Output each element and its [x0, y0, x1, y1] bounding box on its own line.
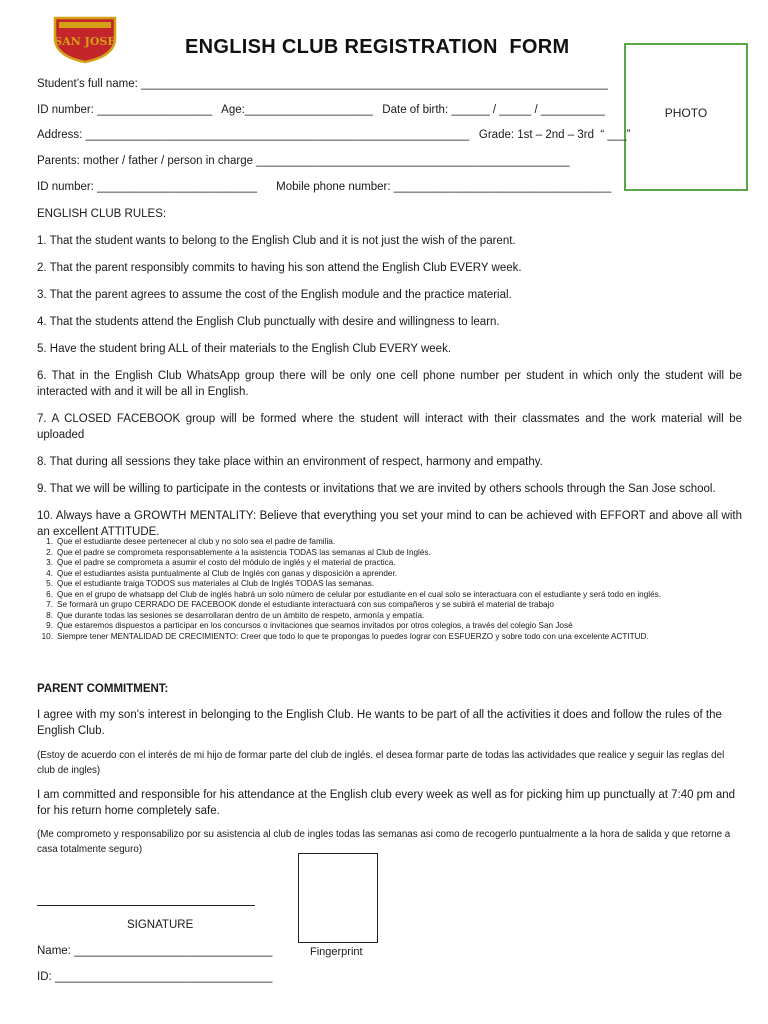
rule-item: 4. That the students attend the English Club punctually with desire and willingness to learn. — [37, 316, 500, 328]
rule-item: 3. That the parent agrees to assume the cost of the English module and the practice material. — [37, 289, 512, 301]
name-field[interactable]: Name: _______________________________ — [37, 945, 273, 957]
commitment-paragraph: I am committed and responsible for his attendance at the English club every week as well as for picking him up punctually at 7:40 pm and for his return home completely safe. — [37, 789, 736, 817]
rules-section — [37, 208, 742, 551]
rule-item: 1. That the student wants to belong to the English Club and it is not just the wish of the parent. — [37, 235, 516, 247]
list-item: 2. Que el padre se comprometa responsablemente a la asistencia TODAS las semanas al Club de Inglés. — [46, 547, 431, 557]
parents-field[interactable]: Parents: mother / father / person in charge _________________________________________________ — [37, 155, 570, 167]
fingerprint-box — [298, 853, 378, 943]
form-title: ENGLISH CLUB REGISTRATION FORM — [185, 36, 570, 58]
list-item: 3. Que el padre se comprometa a asumir el costo del módulo de inglés y el material de practica. — [46, 558, 396, 567]
rule-item: 9. That we will be willing to participate in the contests or invitations that we are invited by others schools through the San Jose school. — [37, 483, 716, 495]
commitment-paragraph: I agree with my son's interest in belonging to the English Club. He wants to be part of all the activities it does and follow the rules of the English Club. — [37, 709, 722, 737]
list-item: 1. Que el estudiante desee pertenecer al club y no solo sea el padre de familia. — [46, 537, 336, 546]
photo-box — [624, 43, 748, 191]
list-item: 9. Que estaremos dispuestos a participar en los concursos o invitaciones que seamos invitados por otros colegios, a través del colegio San José — [46, 621, 573, 630]
rule-item: 5. Have the student bring ALL of their materials to the English Club EVERY week. — [37, 343, 452, 355]
signature-label: SIGNATURE — [127, 919, 194, 931]
rule-item: 8. That during all sessions they take place within an environment of respect, harmony and empathy. — [37, 456, 543, 468]
logo-text: SAN JOSE — [54, 35, 116, 48]
fingerprint-label: Fingerprint — [310, 946, 363, 958]
commitment-paragraph-spanish: (Estoy de acuerdo con el interés de mi hijo de formar parte del club de inglés. el desea formar parte de todas las actividades que realice y seguir las reglas del club de ingles) — [37, 750, 725, 776]
list-item: 10. Siempre tener MENTALIDAD DE CRECIMIENTO: Creer que todo lo que te propongas lo puedes lograr con ESFUERZO y sobre todo con una excelente ACTITUD. — [41, 631, 649, 641]
rule-item: 7. A CLOSED FACEBOOK group will be formed where the student will interact with their classmates and the work material will be uploaded — [37, 413, 742, 441]
commitment-paragraph-spanish: (Me comprometo y responsabilizo por su asistencia al club de ingles todas las semanas asi como de recogerlo puntualmente a la hora de salida y que retorne a casa totalmente seguro) — [37, 829, 731, 855]
signature-line[interactable] — [37, 905, 255, 906]
address-grade-field[interactable]: Address: ____________________________________________________________ Grade: 1st – 2nd – 3rd “ ___” — [37, 129, 631, 141]
rule-item: 2. That the parent responsibly commits to having his son attend the English Club EVERY week. — [37, 262, 522, 274]
list-item: 4. Que el estudiantes asista puntualmente al Club de Inglés con ganas y disposición a aprender. — [46, 568, 398, 578]
list-item: 6. Que en el grupo de whatsapp del Club de inglés habrá un solo número de celular por estudiante en el cual solo se interactuara con el estudiante y será todo en inglés. — [46, 589, 661, 599]
list-item: 8. Que durante todas las sesiones se desarrollaran dentro de un ámbito de respeto, armonía y empatía. — [46, 610, 425, 620]
rules-heading: ENGLISH CLUB RULES: — [37, 208, 167, 220]
school-logo — [47, 14, 123, 64]
id-mobile-field[interactable]: ID number: _________________________ Mobile phone number: __________________________________ — [37, 181, 612, 193]
id-field[interactable]: ID: __________________________________ — [37, 971, 273, 983]
student-full-name-field[interactable]: Student’s full name: _________________________________________________________________________ — [37, 78, 608, 90]
list-item: 7. Se formará un grupo CERRADO DE FACEBOOK donde el estudiante interactuará con sus compañeros y se subirá el material de trabajo — [46, 600, 554, 609]
rule-item: 6. That in the English Club WhatsApp group there will be only one cell phone number per student in which only the student will be interacted with and it will be all in English. — [37, 370, 742, 398]
id-age-dob-field[interactable]: ID number: __________________ Age:____________________ Date of birth: ______ / _____ / __________ — [37, 104, 605, 116]
list-item: 5. Que el estudiante traiga TODOS sus materiales al Club de Inglés TODAS las semanas. — [46, 579, 375, 588]
parent-commitment-heading: PARENT COMMITMENT: — [37, 683, 169, 695]
photo-label: PHOTO — [664, 106, 708, 120]
rules-spanish-list — [37, 537, 747, 642]
rule-item: 10. Always have a GROWTH MENTALITY: Believe that everything you set your mind to can be achieved with EFFORT and above all with an excellent ATTITUDE. — [37, 510, 742, 538]
